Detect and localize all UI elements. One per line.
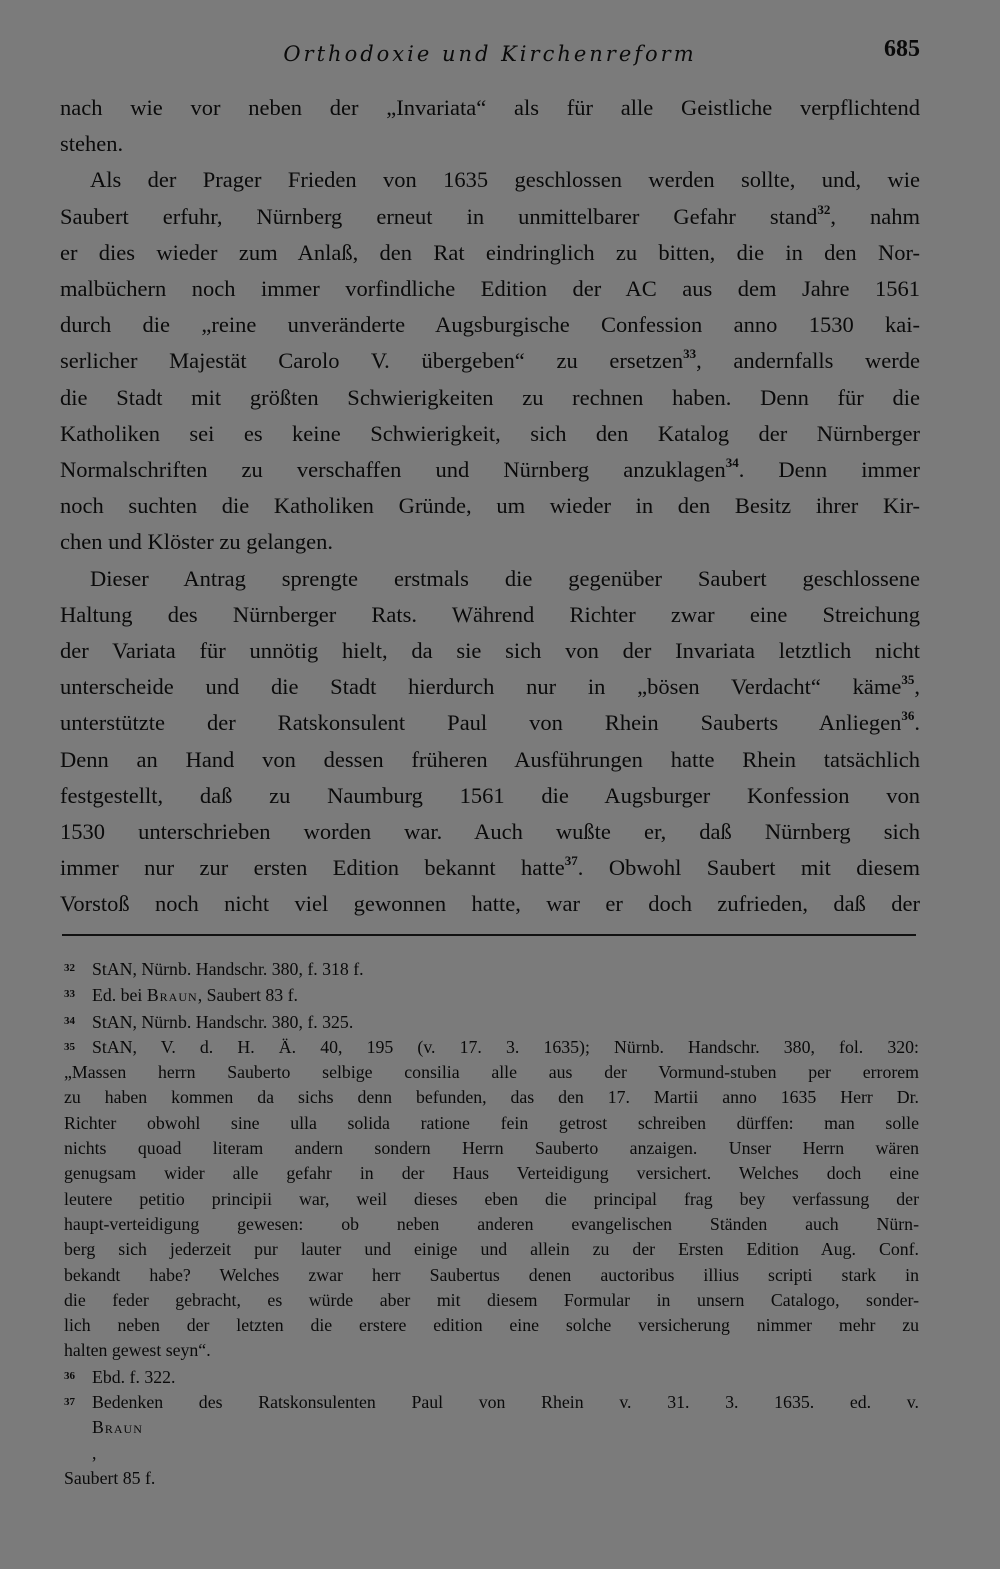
footnote-line: 37 Bedenken des Ratskonsulenten Paul von Rhein v. 31. 3. 1635. ed. v. Braun , [64, 1392, 919, 1463]
footnote-line: haupt-verteidigung gewesen: ob neben anderen evangelischen Ständen auch Nürn- [64, 1213, 919, 1234]
footnote-line: Richter obwohl sine ulla solida ratione fein getrost schreiben dürffen: man solle [64, 1112, 919, 1133]
footnote-ref-33[interactable]: 33 [683, 346, 697, 362]
footnote-36: 36 Ebd. f. 322. [64, 1366, 176, 1387]
text-line: Vorstoß noch nicht viel gewonnen hatte, war er doch zufrieden, daß der [60, 891, 920, 917]
footnote-divider [62, 934, 916, 936]
paragraph-3 [60, 561, 920, 923]
text-line: 1530 unterschrieben worden war. Auch wußte er, daß Nürnberg sich [60, 819, 920, 845]
footnote-line: genugsam wider alle gefahr in der Haus Verteidigung versichert. Welches doch eine [64, 1163, 919, 1184]
footnote-line: berg sich jederzeit pur lauter und einige und allein zu der Ersten Edition Aug. Conf. [64, 1239, 919, 1260]
text-line: immer nur zur ersten Edition bekannt hatte$^{37}$. Obwohl Saubert mit diesem [60, 853, 920, 881]
footnote-ref-36[interactable]: 36 [901, 708, 915, 724]
author-name: Braun [92, 1417, 143, 1438]
text-line: Als der Prager Frieden von 1635 geschlossen werden sollte, und, wie [90, 167, 920, 193]
paragraph-2 [60, 162, 920, 560]
text-line: Saubert erfuhr, Nürnberg erneut in unmittelbarer Gefahr stand$^{32}$, nahm [60, 201, 920, 229]
footnote-line: lich neben der letzten die erstere edition eine solche versicherung nimmer mehr zu [64, 1315, 919, 1336]
text-line: Normalschriften zu verschaffen und Nürnberg anzuklagen$^{34}$. Denn immer [60, 455, 920, 483]
paragraph-1 [60, 90, 920, 162]
text-line: malbüchern noch immer vorfindliche Edition der AC aus dem Jahre 1561 [60, 276, 920, 302]
footnote-line: halten gewest seyn“. [64, 1340, 211, 1361]
text-line: Denn an Hand von dessen früheren Ausführungen hatte Rhein tatsächlich [60, 746, 920, 772]
footnote-32: 32 StAN, Nürnb. Handschr. 380, f. 318 f. [64, 959, 364, 979]
page-header [60, 30, 920, 74]
footnote-ref-37[interactable]: 37 [564, 853, 578, 869]
footnote-line: 35 StAN, V. d. H. Ä. 40, 195 (v. 17. 3. 1635); Nürnb. Handschr. 380, fol. 320: [64, 1036, 919, 1057]
text-line: unterscheide und die Stadt hierdurch nur in „bösen Verdacht“ käme$^{35}$, [60, 672, 920, 700]
footnote-ref-35[interactable]: 35 [901, 672, 915, 688]
text-line: festgestellt, daß zu Naumburg 1561 die Augsburger Konfession von [60, 782, 920, 808]
footnote-34: 34 StAN, Nürnb. Handschr. 380, f. 325. [64, 1011, 354, 1032]
text-line: Dieser Antrag sprengte erstmals die gegenüber Saubert geschlossene [90, 565, 920, 591]
text-line: nach wie vor neben der „Invariata“ als für alle Geistliche verpflichtend [60, 95, 920, 120]
main-text [60, 90, 920, 923]
text-line: unterstützte der Ratskonsulent Paul von Rhein Sauberts Anliegen$^{36}$. [60, 708, 920, 736]
author-name: Braun [146, 985, 198, 1006]
text-line: chen und Klöster zu gelangen. [60, 529, 334, 555]
footnote-line: zu haben kommen da sichs denn befunden, das den 17. Martii anno 1635 Herr Dr. [64, 1087, 919, 1108]
footnote-37 [64, 1390, 919, 1491]
page-number: 685 [884, 36, 920, 62]
text-line: Katholiken sei es keine Schwierigkeit, sich den Katalog der Nürnberger [60, 420, 920, 446]
footnote-line: nichts quoad literam andern sondern Herrn Sauberto anzaigen. Unser Herrn wären [64, 1138, 919, 1159]
footnote-line: „Massen herrn Sauberto selbige consilia alle aus der Vormund-stuben per errorem [64, 1062, 919, 1083]
running-head: Orthodoxie und Kirchenreform [283, 42, 697, 66]
text-line: der Variata für unnötig hielt, da sie sich von der Invariata letztlich nicht [60, 638, 920, 664]
text-line: die Stadt mit größten Schwierigkeiten zu rechnen haben. Denn für die [60, 384, 920, 410]
text-line: Haltung des Nürnberger Rats. Während Richter zwar eine Streichung [60, 601, 920, 627]
text-line: er dies wieder zum Anlaß, den Rat eindringlich zu bitten, die in den Nor- [60, 239, 920, 265]
text-line: noch suchten die Katholiken Gründe, um wieder in den Besitz ihrer Kir- [60, 493, 920, 519]
footnote-line: leutere petitio principii war, weil dieses eben die principal frag bey verfassung der [64, 1188, 919, 1209]
footnote-ref-34[interactable]: 34 [725, 455, 739, 471]
footnote-ref-32[interactable]: 32 [817, 201, 831, 217]
text-line: serlicher Majestät Carolo V. übergeben“ zu ersetzen$^{33}$, andernfalls werde [60, 346, 920, 374]
footnotes [64, 956, 919, 1491]
text-line: stehen. [60, 131, 124, 157]
footnote-line: die feder gebracht, es würde aber mit diesem Formular in unsern Catalogo, sonder- [64, 1289, 919, 1310]
footnote-35 [64, 1035, 919, 1364]
footnote-33: 33 Ed. bei Braun, Saubert 83 f. [64, 985, 298, 1006]
footnote-line: bekandt habe? Welches zwar herr Saubertus denen auctoribus illius scripti stark in [64, 1264, 919, 1285]
footnote-line: Saubert 85 f. [64, 1467, 156, 1488]
text-line: durch die „reine unveränderte Augsburgische Confession anno 1530 kai- [60, 312, 920, 338]
